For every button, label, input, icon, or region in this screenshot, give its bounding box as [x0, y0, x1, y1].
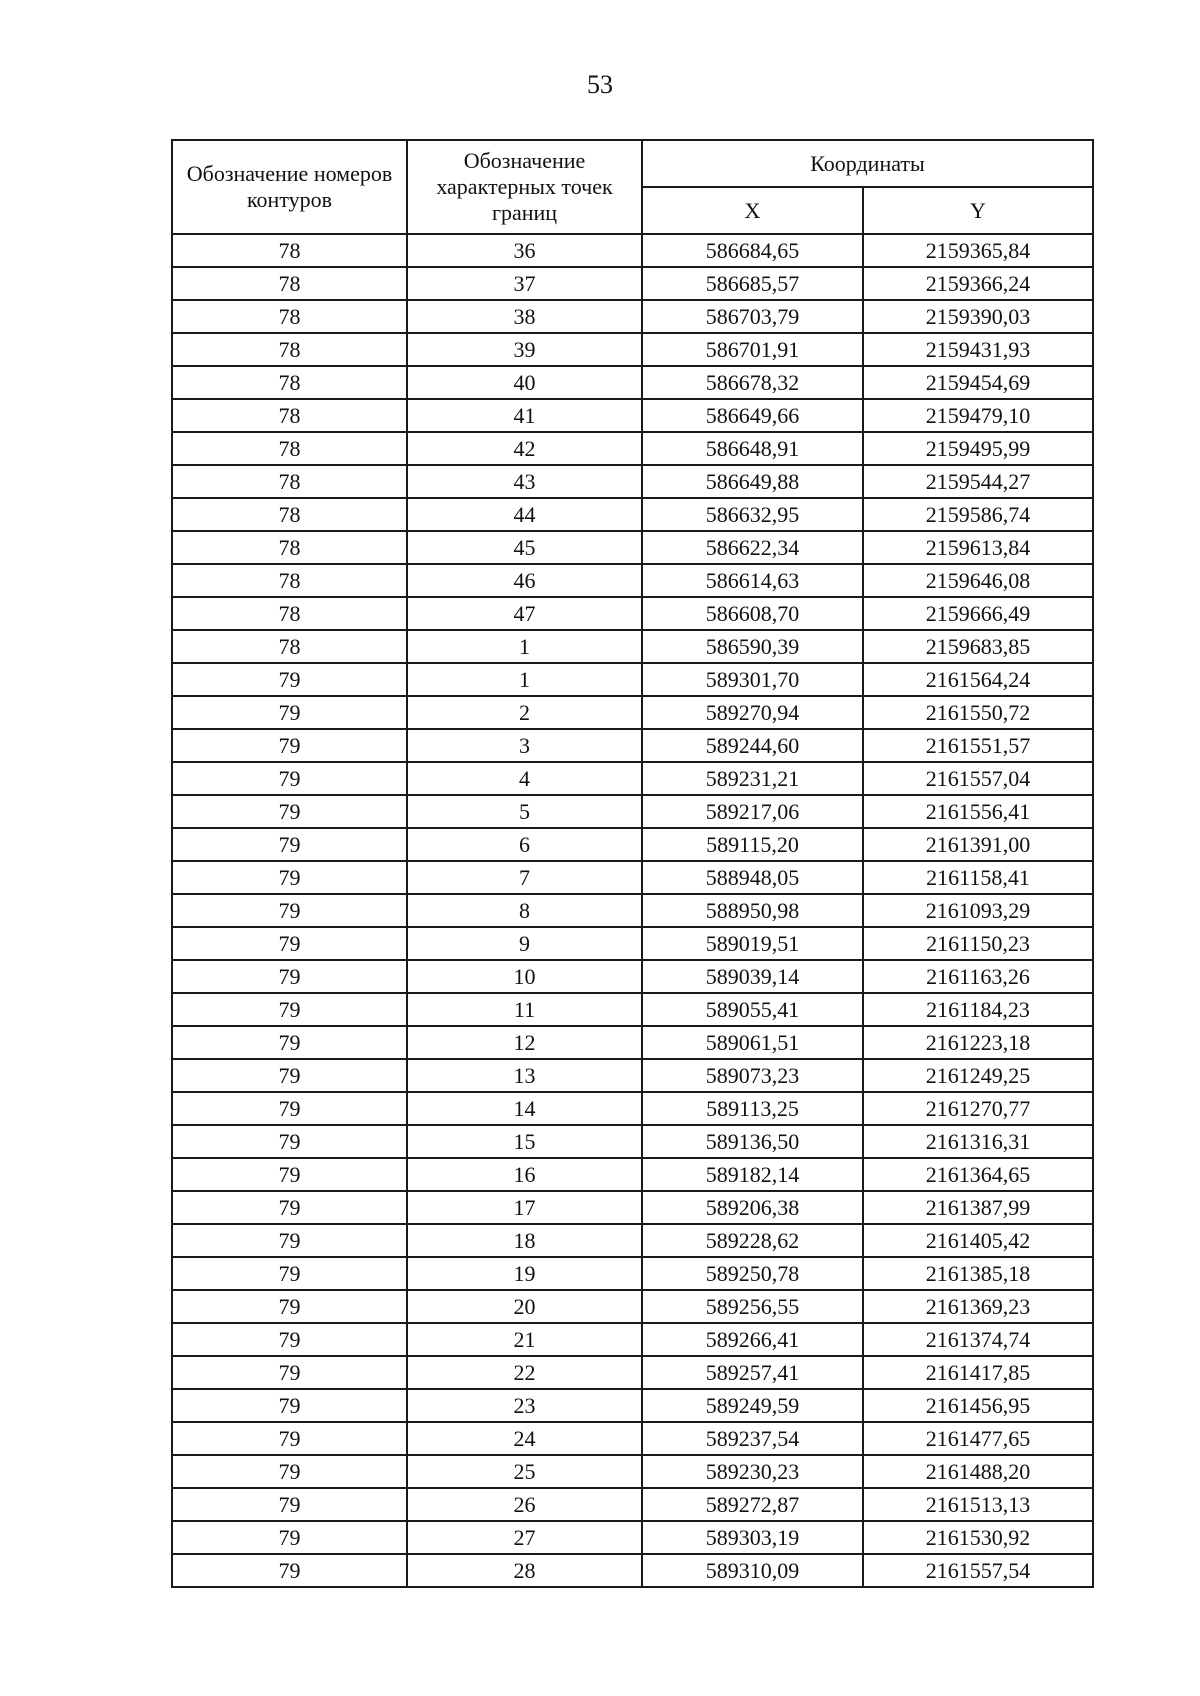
table-row: [172, 531, 1093, 564]
cell-y: 2161557,04: [863, 762, 1093, 795]
table-row: [172, 993, 1093, 1026]
cell-y: 2159586,74: [863, 498, 1093, 531]
cell-point-number: 27: [407, 1521, 642, 1554]
cell-y: 2161456,95: [863, 1389, 1093, 1422]
table-row: [172, 399, 1093, 432]
table-row: [172, 1521, 1093, 1554]
cell-y: 2161184,23: [863, 993, 1093, 1026]
header-coordinates: Координаты: [642, 140, 1093, 187]
cell-contour-number: 78: [172, 300, 407, 333]
table-row: [172, 1092, 1093, 1125]
cell-y: 2161385,18: [863, 1257, 1093, 1290]
cell-point-number: 28: [407, 1554, 642, 1587]
cell-x: 589266,41: [642, 1323, 863, 1356]
cell-point-number: 3: [407, 729, 642, 762]
cell-x: 589019,51: [642, 927, 863, 960]
cell-contour-number: 79: [172, 1389, 407, 1422]
cell-contour-number: 79: [172, 1455, 407, 1488]
cell-contour-number: 78: [172, 531, 407, 564]
cell-contour-number: 79: [172, 1488, 407, 1521]
cell-y: 2159544,27: [863, 465, 1093, 498]
page-number: 53: [587, 70, 613, 99]
cell-point-number: 20: [407, 1290, 642, 1323]
cell-x: 589257,41: [642, 1356, 863, 1389]
table-row: [172, 861, 1093, 894]
table-row: [172, 696, 1093, 729]
table-row: [172, 1290, 1093, 1323]
cell-contour-number: 79: [172, 960, 407, 993]
cell-y: 2159479,10: [863, 399, 1093, 432]
cell-x: 588948,05: [642, 861, 863, 894]
table-row: [172, 597, 1093, 630]
cell-x: 589256,55: [642, 1290, 863, 1323]
cell-point-number: 19: [407, 1257, 642, 1290]
cell-y: 2161477,65: [863, 1422, 1093, 1455]
cell-contour-number: 79: [172, 993, 407, 1026]
cell-x: 586614,63: [642, 564, 863, 597]
table-row: [172, 1356, 1093, 1389]
cell-x: 589073,23: [642, 1059, 863, 1092]
cell-point-number: 44: [407, 498, 642, 531]
cell-point-number: 10: [407, 960, 642, 993]
cell-contour-number: 79: [172, 762, 407, 795]
cell-x: 586622,34: [642, 531, 863, 564]
cell-contour-number: 79: [172, 729, 407, 762]
cell-x: 586684,65: [642, 234, 863, 267]
cell-y: 2161557,54: [863, 1554, 1093, 1587]
cell-point-number: 6: [407, 828, 642, 861]
table-row: [172, 630, 1093, 663]
cell-y: 2159646,08: [863, 564, 1093, 597]
cell-x: 586649,66: [642, 399, 863, 432]
cell-contour-number: 79: [172, 1323, 407, 1356]
cell-contour-number: 78: [172, 597, 407, 630]
cell-y: 2159454,69: [863, 366, 1093, 399]
table-row: [172, 1554, 1093, 1587]
table-row: [172, 1455, 1093, 1488]
table-row: [172, 762, 1093, 795]
cell-y: 2161150,23: [863, 927, 1093, 960]
cell-x: 589272,87: [642, 1488, 863, 1521]
cell-y: 2161223,18: [863, 1026, 1093, 1059]
cell-point-number: 39: [407, 333, 642, 366]
cell-x: 589217,06: [642, 795, 863, 828]
cell-x: 589113,25: [642, 1092, 863, 1125]
header-contour-number: Обозначение номеров контуров: [172, 140, 407, 234]
cell-x: 589182,14: [642, 1158, 863, 1191]
cell-point-number: 11: [407, 993, 642, 1026]
cell-point-number: 15: [407, 1125, 642, 1158]
cell-x: 589228,62: [642, 1224, 863, 1257]
cell-y: 2159495,99: [863, 432, 1093, 465]
table-row: [172, 729, 1093, 762]
cell-contour-number: 78: [172, 234, 407, 267]
cell-x: 589301,70: [642, 663, 863, 696]
cell-x: 586678,32: [642, 366, 863, 399]
cell-contour-number: 79: [172, 1224, 407, 1257]
table-row: [172, 267, 1093, 300]
cell-y: 2161316,31: [863, 1125, 1093, 1158]
cell-contour-number: 79: [172, 927, 407, 960]
cell-point-number: 1: [407, 630, 642, 663]
cell-point-number: 12: [407, 1026, 642, 1059]
table-row: [172, 1026, 1093, 1059]
cell-y: 2159431,93: [863, 333, 1093, 366]
cell-point-number: 38: [407, 300, 642, 333]
cell-y: 2161530,92: [863, 1521, 1093, 1554]
table-row: [172, 1422, 1093, 1455]
table-row: [172, 663, 1093, 696]
cell-contour-number: 78: [172, 630, 407, 663]
cell-contour-number: 79: [172, 696, 407, 729]
cell-point-number: 37: [407, 267, 642, 300]
header-row: [172, 140, 1093, 187]
table-row: [172, 1224, 1093, 1257]
cell-x: 589206,38: [642, 1191, 863, 1224]
table-body: [172, 234, 1093, 1587]
cell-contour-number: 79: [172, 894, 407, 927]
cell-contour-number: 79: [172, 1158, 407, 1191]
table-row: [172, 960, 1093, 993]
cell-contour-number: 78: [172, 267, 407, 300]
table-row: [172, 927, 1093, 960]
cell-y: 2161364,65: [863, 1158, 1093, 1191]
cell-x: 589115,20: [642, 828, 863, 861]
cell-contour-number: 79: [172, 1422, 407, 1455]
cell-point-number: 36: [407, 234, 642, 267]
cell-y: 2161158,41: [863, 861, 1093, 894]
cell-point-number: 47: [407, 597, 642, 630]
table-row: [172, 894, 1093, 927]
cell-point-number: 23: [407, 1389, 642, 1422]
cell-contour-number: 79: [172, 1554, 407, 1587]
cell-x: 586649,88: [642, 465, 863, 498]
cell-contour-number: 79: [172, 1356, 407, 1389]
cell-contour-number: 79: [172, 1026, 407, 1059]
cell-point-number: 41: [407, 399, 642, 432]
cell-x: 588950,98: [642, 894, 863, 927]
cell-contour-number: 78: [172, 564, 407, 597]
cell-x: 586648,91: [642, 432, 863, 465]
cell-point-number: 22: [407, 1356, 642, 1389]
header-boundary-points: Обозначение характерных точек границ: [407, 140, 642, 234]
cell-point-number: 1: [407, 663, 642, 696]
table-header: [172, 140, 1093, 234]
cell-y: 2161513,13: [863, 1488, 1093, 1521]
cell-x: 586701,91: [642, 333, 863, 366]
header-y: Y: [863, 187, 1093, 234]
cell-point-number: 4: [407, 762, 642, 795]
cell-point-number: 40: [407, 366, 642, 399]
cell-contour-number: 79: [172, 1125, 407, 1158]
cell-contour-number: 78: [172, 399, 407, 432]
cell-point-number: 5: [407, 795, 642, 828]
cell-y: 2161556,41: [863, 795, 1093, 828]
cell-y: 2159683,85: [863, 630, 1093, 663]
table-row: [172, 333, 1093, 366]
cell-y: 2161564,24: [863, 663, 1093, 696]
table-row: [172, 1488, 1093, 1521]
cell-x: 589249,59: [642, 1389, 863, 1422]
cell-y: 2161391,00: [863, 828, 1093, 861]
cell-contour-number: 79: [172, 1059, 407, 1092]
cell-x: 589230,23: [642, 1455, 863, 1488]
cell-point-number: 25: [407, 1455, 642, 1488]
cell-y: 2161163,26: [863, 960, 1093, 993]
cell-x: 589136,50: [642, 1125, 863, 1158]
header-x: X: [642, 187, 863, 234]
cell-y: 2161405,42: [863, 1224, 1093, 1257]
coordinates-table: [171, 139, 1094, 1588]
cell-point-number: 43: [407, 465, 642, 498]
cell-point-number: 26: [407, 1488, 642, 1521]
cell-point-number: 24: [407, 1422, 642, 1455]
cell-point-number: 18: [407, 1224, 642, 1257]
table-row: [172, 828, 1093, 861]
table-row: [172, 1257, 1093, 1290]
cell-y: 2161387,99: [863, 1191, 1093, 1224]
cell-point-number: 7: [407, 861, 642, 894]
cell-contour-number: 78: [172, 366, 407, 399]
cell-x: 589039,14: [642, 960, 863, 993]
cell-contour-number: 79: [172, 1092, 407, 1125]
cell-contour-number: 79: [172, 1521, 407, 1554]
cell-y: 2161093,29: [863, 894, 1093, 927]
cell-point-number: 13: [407, 1059, 642, 1092]
cell-y: 2159365,84: [863, 234, 1093, 267]
cell-point-number: 16: [407, 1158, 642, 1191]
cell-y: 2159666,49: [863, 597, 1093, 630]
cell-contour-number: 79: [172, 1191, 407, 1224]
cell-point-number: 9: [407, 927, 642, 960]
cell-x: 586590,39: [642, 630, 863, 663]
cell-y: 2161374,74: [863, 1323, 1093, 1356]
table-row: [172, 234, 1093, 267]
cell-y: 2161417,85: [863, 1356, 1093, 1389]
cell-contour-number: 78: [172, 465, 407, 498]
table-row: [172, 564, 1093, 597]
cell-x: 589055,41: [642, 993, 863, 1026]
cell-contour-number: 79: [172, 1290, 407, 1323]
table-row: [172, 432, 1093, 465]
cell-y: 2161249,25: [863, 1059, 1093, 1092]
table-row: [172, 300, 1093, 333]
cell-x: 589231,21: [642, 762, 863, 795]
cell-y: 2161550,72: [863, 696, 1093, 729]
cell-x: 589303,19: [642, 1521, 863, 1554]
cell-contour-number: 79: [172, 1257, 407, 1290]
table-row: [172, 1158, 1093, 1191]
table-row: [172, 366, 1093, 399]
cell-contour-number: 78: [172, 333, 407, 366]
cell-x: 589237,54: [642, 1422, 863, 1455]
cell-point-number: 8: [407, 894, 642, 927]
cell-contour-number: 78: [172, 498, 407, 531]
cell-x: 589061,51: [642, 1026, 863, 1059]
cell-contour-number: 79: [172, 795, 407, 828]
table-row: [172, 465, 1093, 498]
cell-point-number: 17: [407, 1191, 642, 1224]
cell-y: 2159613,84: [863, 531, 1093, 564]
cell-point-number: 42: [407, 432, 642, 465]
cell-point-number: 14: [407, 1092, 642, 1125]
cell-point-number: 46: [407, 564, 642, 597]
table-row: [172, 498, 1093, 531]
cell-y: 2161551,57: [863, 729, 1093, 762]
table-row: [172, 1389, 1093, 1422]
cell-x: 589244,60: [642, 729, 863, 762]
cell-x: 589310,09: [642, 1554, 863, 1587]
cell-contour-number: 79: [172, 663, 407, 696]
cell-y: 2161369,23: [863, 1290, 1093, 1323]
table-row: [172, 1125, 1093, 1158]
cell-point-number: 45: [407, 531, 642, 564]
table-row: [172, 1323, 1093, 1356]
cell-y: 2159366,24: [863, 267, 1093, 300]
cell-contour-number: 78: [172, 432, 407, 465]
cell-y: 2159390,03: [863, 300, 1093, 333]
cell-x: 586703,79: [642, 300, 863, 333]
table-row: [172, 1059, 1093, 1092]
cell-y: 2161270,77: [863, 1092, 1093, 1125]
cell-x: 586608,70: [642, 597, 863, 630]
cell-contour-number: 79: [172, 861, 407, 894]
cell-y: 2161488,20: [863, 1455, 1093, 1488]
cell-x: 589250,78: [642, 1257, 863, 1290]
cell-contour-number: 79: [172, 828, 407, 861]
table-row: [172, 795, 1093, 828]
cell-x: 586685,57: [642, 267, 863, 300]
table-row: [172, 1191, 1093, 1224]
cell-point-number: 21: [407, 1323, 642, 1356]
cell-point-number: 2: [407, 696, 642, 729]
cell-x: 586632,95: [642, 498, 863, 531]
cell-x: 589270,94: [642, 696, 863, 729]
